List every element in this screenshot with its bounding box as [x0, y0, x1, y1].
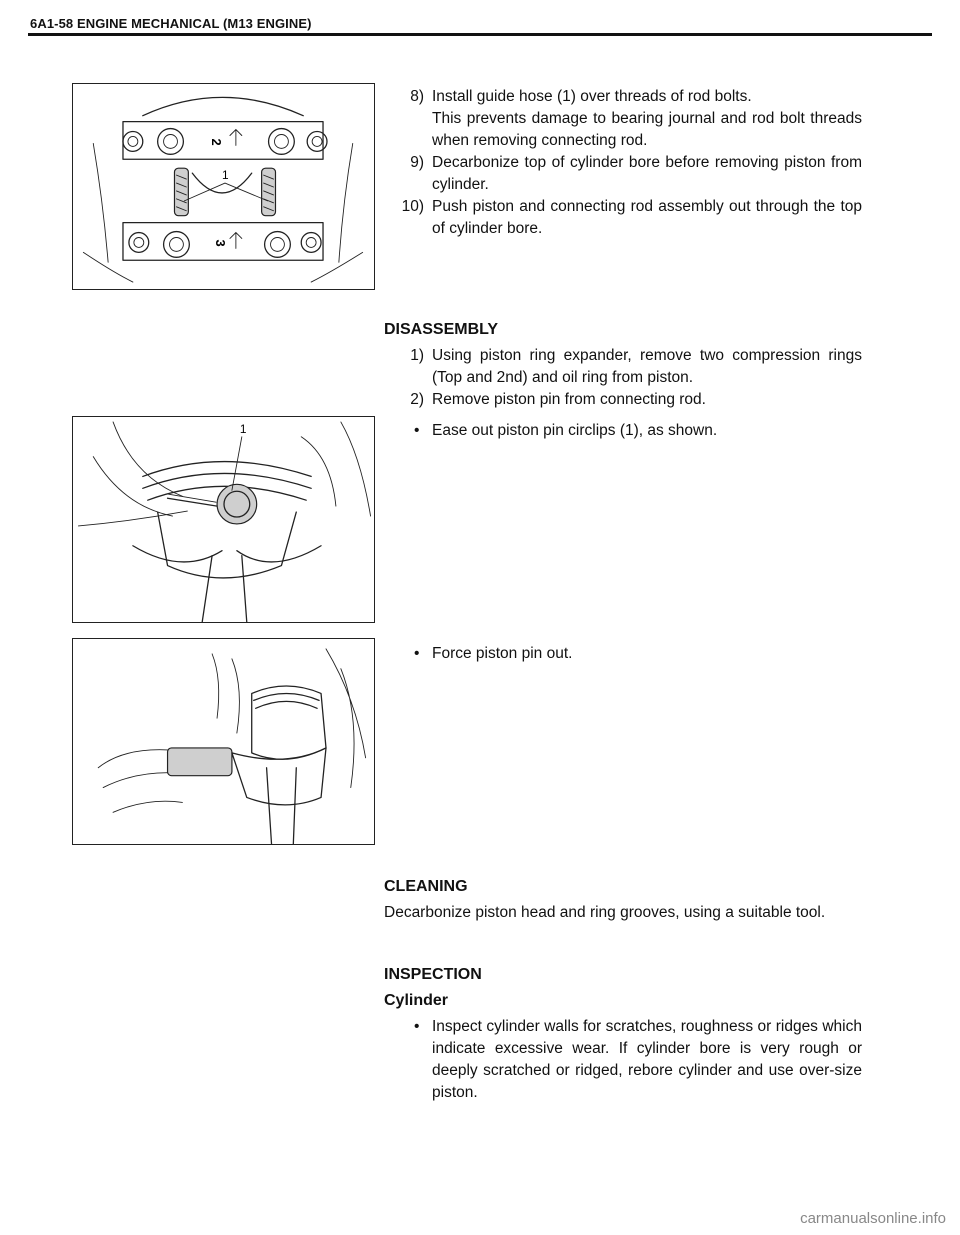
circlip-bullet	[384, 420, 862, 442]
inspection-text: Inspect cylinder walls for scratches, roughness or ridges which indicate excessive wear. If cylinder bore is very rough or deeply scratched or ridged, rebore cylinder and use over-size piston.	[432, 1018, 862, 1101]
force-pin-illustration	[73, 639, 374, 844]
cleaning-section	[384, 876, 862, 924]
figure-force-pin	[72, 638, 375, 845]
cleaning-text: Decarbonize piston head and ring grooves, using a suitable tool.	[384, 904, 826, 921]
figure-guide-hose	[72, 83, 375, 290]
guide-hose-illustration	[73, 84, 374, 289]
step-9: 9) Decarbonize top of cylinder bore before removing piston from cylinder.	[410, 154, 862, 193]
cleaning-heading: CLEANING	[384, 878, 468, 895]
step-10: 10) Push piston and connecting rod assembly out through the top of cylinder bore.	[401, 198, 862, 237]
force-pin-text: Force piston pin out.	[432, 645, 573, 662]
header-title: 6A1-58 ENGINE MECHANICAL (M13 ENGINE)	[30, 16, 312, 31]
disassembly-heading: DISASSEMBLY	[384, 321, 499, 338]
step-8-note: This prevents damage to bearing journal and rod bolt threads when removing connecting rod.	[432, 110, 862, 149]
inspection-heading: INSPECTION	[384, 966, 482, 983]
bullet-dot: •	[414, 1018, 420, 1035]
fig1-callout: 1	[222, 168, 229, 183]
circlip-illustration	[73, 417, 374, 622]
disassembly-step-1: 1) Using piston ring expander, remove two compression rings (Top and 2nd) and oil ring from piston.	[410, 347, 862, 386]
step-8: 8) Install guide hose (1) over threads of rod bolts.	[410, 88, 752, 105]
fig1-mark-3: 3	[213, 239, 229, 247]
figure-circlip	[72, 416, 375, 623]
bullet-dot: •	[414, 422, 420, 439]
fig1-mark-2: 2	[209, 138, 225, 146]
force-pin-bullet	[384, 643, 862, 665]
circlip-text: Ease out piston pin circlips (1), as shown.	[432, 422, 718, 439]
footer-watermark: carmanualsonline.info	[800, 1210, 946, 1227]
fig2-callout: 1	[239, 421, 247, 436]
inspection-section	[384, 964, 862, 1104]
cylinder-subheading: Cylinder	[384, 992, 449, 1009]
header-rule	[28, 33, 932, 36]
disassembly-step-2: 2) Remove piston pin from connecting rod.	[410, 391, 706, 408]
disassembly-section	[384, 319, 862, 411]
bullet-dot: •	[414, 645, 420, 662]
removal-steps	[384, 86, 862, 240]
